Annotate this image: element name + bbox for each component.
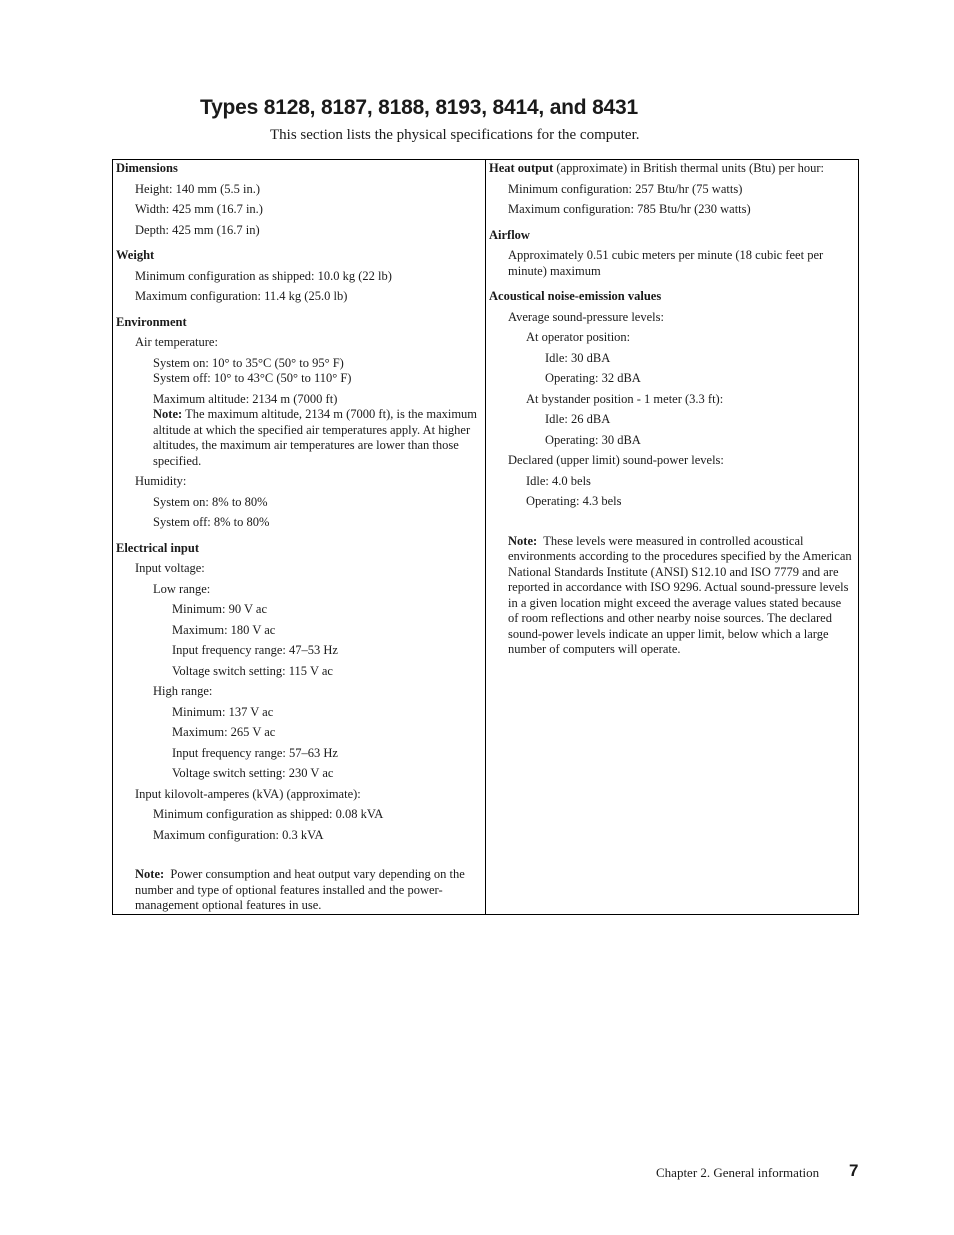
kva-minimum: Minimum configuration as shipped: 0.08 kVA: [153, 807, 384, 821]
width-spec: Width: 425 mm (16.7 in.): [135, 202, 263, 216]
airflow-section: [489, 228, 852, 280]
high-range-frequency: Input frequency range: 57–63 Hz: [172, 745, 338, 760]
declared-power-label: Declared (upper limit) sound-power levels:: [508, 453, 724, 467]
system-off-temperature: System off: 10° to 43°C (50° to 110° F): [153, 371, 352, 385]
heat-output-section: [489, 161, 852, 218]
humidity-system-off: System off: 8% to 80%: [153, 515, 270, 529]
footer-chapter: Chapter 2. General information: [656, 1165, 820, 1180]
bystander-operating-level: Operating: 30 dBA: [545, 432, 641, 447]
average-pressure-label: Average sound-pressure levels:: [508, 309, 664, 324]
dimensions-heading: Dimensions: [116, 161, 178, 175]
operator-position-label: At operator position:: [526, 330, 631, 344]
electrical-input-section: [116, 541, 481, 844]
input-voltage-label: Input voltage:: [135, 561, 205, 575]
height-spec: Height: 140 mm (5.5 in.): [135, 181, 260, 196]
high-range-switch-setting: Voltage switch setting: 230 V ac: [172, 766, 334, 780]
heat-output-heading-rest: (approximate) in British thermal units (Btu) per hour:: [556, 161, 825, 175]
operator-idle-level: Idle: 30 dBA: [545, 350, 611, 365]
altitude-note: [116, 407, 481, 469]
power-note: [116, 867, 481, 914]
power-note-label: Note:: [135, 867, 165, 881]
environment-heading: Environment: [116, 314, 187, 329]
page-title: Types 8128, 8187, 8188, 8193, 8414, and 8431: [200, 96, 638, 119]
electrical-input-heading: Electrical input: [116, 540, 199, 555]
low-range-maximum: Maximum: 180 V ac: [172, 622, 276, 637]
bystander-idle-level: Idle: 26 dBA: [545, 412, 611, 426]
max-altitude-spec: Maximum altitude: 2134 m (7000 ft): [153, 391, 338, 406]
page-number: 7: [849, 1161, 859, 1180]
weight-min-spec: Minimum configuration as shipped: 10.0 kg (22 lb): [135, 268, 392, 283]
operator-operating-level: Operating: 32 dBA: [545, 371, 641, 385]
weight-heading: Weight: [116, 248, 155, 262]
acoustic-note: [489, 534, 852, 658]
specs-left-column: [113, 160, 486, 914]
acoustic-section: [489, 289, 852, 510]
heat-output-heading-bold: Heat output: [489, 161, 554, 175]
power-note-text: Power consumption and heat output vary depending on the number and type of optional features installed and the power-management optional features in use.: [135, 867, 465, 912]
low-range-label: Low range:: [153, 581, 211, 596]
bystander-position-label: At bystander position - 1 meter (3.3 ft):: [526, 391, 724, 406]
altitude-note-text: The maximum altitude, 2134 m (7000 ft), is the maximum altitude at which the specified air temperatures apply. At higher altitudes, the maximum air temperatures are lower than those specified.: [153, 407, 478, 468]
airflow-heading: Airflow: [489, 227, 530, 242]
high-range-maximum: Maximum: 265 V ac: [172, 725, 276, 739]
dimensions-section: [116, 161, 481, 238]
altitude-note-label: Note:: [153, 407, 183, 421]
acoustic-note-text: These levels were measured in controlled acoustical environments according to the procedures specified by the American National Standards Institute (ANSI) S12.10 and ISO 7779 and are reported in accordance with ISO 9296. Actual sound-pressure levels in a given location might exceed the average values stated because of room reflections and other nearby noise sources. The declared sound-power levels indicate an upper limit, below which a large number of computers will operate.: [508, 533, 852, 656]
humidity-label: Humidity:: [135, 474, 187, 488]
heat-max-spec: Maximum configuration: 785 Btu/hr (230 watts): [508, 202, 751, 216]
declared-operating-level: Operating: 4.3 bels: [526, 494, 622, 508]
acoustic-heading: Acoustical noise-emission values: [489, 289, 662, 303]
heat-output-heading: [489, 161, 852, 177]
low-range-minimum: Minimum: 90 V ac: [172, 602, 268, 616]
weight-max-spec: Maximum configuration: 11.4 kg (25.0 lb): [135, 289, 348, 303]
system-on-temperature: System on: 10° to 35°C (50° to 95° F): [153, 355, 344, 370]
heat-min-spec: Minimum configuration: 257 Btu/hr (75 watts): [508, 181, 743, 196]
humidity-system-on: System on: 8% to 80%: [153, 494, 268, 509]
weight-section: [116, 248, 481, 305]
declared-idle-level: Idle: 4.0 bels: [526, 473, 591, 488]
kva-maximum: Maximum configuration: 0.3 kVA: [153, 827, 324, 842]
environment-section: [116, 315, 481, 531]
low-range-frequency: Input frequency range: 47–53 Hz: [172, 643, 338, 657]
low-range-switch-setting: Voltage switch setting: 115 V ac: [172, 663, 333, 678]
section-intro: This section lists the physical specifications for the computer.: [270, 127, 640, 143]
high-range-label: High range:: [153, 684, 213, 698]
specs-right-column: [486, 160, 858, 914]
high-range-minimum: Minimum: 137 V ac: [172, 704, 274, 719]
air-temperature-label: Air temperature:: [135, 335, 218, 349]
kva-label: Input kilovolt-amperes (kVA) (approximate):: [135, 786, 361, 801]
airflow-spec: Approximately 0.51 cubic meters per minute (18 cubic feet per minute) maximum: [508, 248, 824, 278]
acoustic-note-label: Note:: [508, 533, 538, 548]
depth-spec: Depth: 425 mm (16.7 in): [135, 222, 260, 237]
specifications-table: [112, 159, 859, 915]
